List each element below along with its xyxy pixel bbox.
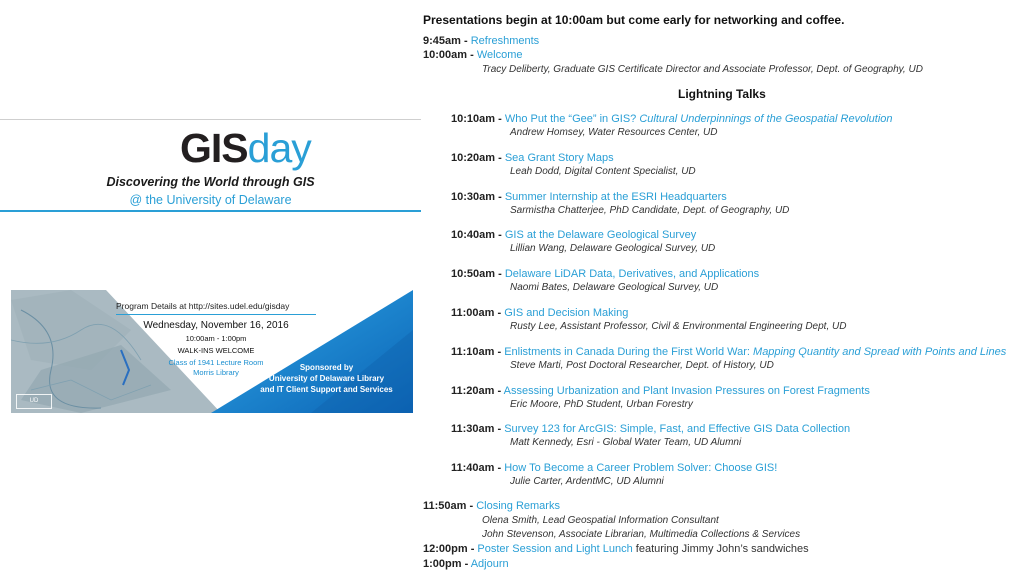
- talk-speaker: Naomi Bates, Delaware Geological Survey, UD: [510, 282, 719, 294]
- talk-time: 10:20am -: [451, 151, 502, 164]
- talk-title: [504, 462, 777, 474]
- talk-time: 11:20am -: [451, 384, 502, 397]
- talk-title-text: Summer Internship at the ESRI Headquarters: [504, 190, 727, 203]
- closing-speaker-2: John Stevenson, Associate Librarian, Multimedia Collections & Services: [482, 529, 801, 540]
- talk-speaker: Lillian Wang, Delaware Geological Survey, UD: [510, 243, 716, 255]
- talk-time: 11:30am -: [451, 423, 502, 436]
- event-library: Morris Library: [193, 368, 239, 377]
- talk-title: [504, 385, 870, 397]
- talk-speaker: Eric Moore, PhD Student, Urban Forestry: [510, 398, 693, 410]
- talk-title: [505, 152, 614, 164]
- item-title: Refreshments: [470, 35, 540, 47]
- sponsor-line-2: University of Delaware Library: [268, 374, 385, 383]
- item-title: Welcome: [476, 49, 523, 61]
- ud-logo: UD: [16, 394, 52, 409]
- talk-title-italic: Mapping Quantity and Spread with Points and Lines: [753, 345, 1007, 358]
- talk-title-line: [451, 268, 759, 281]
- sponsor-line-3: and IT Client Support and Services: [260, 385, 393, 394]
- talk-speaker: Rusty Lee, Assistant Professor, Civil & Environmental Engineering Dept, UD: [510, 321, 847, 332]
- item-time: 11:50am -: [423, 500, 474, 512]
- item-speaker: Tracy Deliberty, Graduate GIS Certificate Director and Associate Professor, Dept. of Geography, UD: [482, 64, 923, 75]
- schedule-item-welcome: [423, 49, 522, 62]
- talk-title-text: How To Become a Career Problem Solver: Choose GIS!: [504, 462, 778, 475]
- talk-title-text: Assessing Urbanization and Plant Invasion Pressures on Forest Fragments: [503, 384, 870, 397]
- talk-title-text: GIS and Decision Making: [504, 307, 629, 319]
- item-time: 1:00pm -: [423, 558, 469, 570]
- item-time: 10:00am -: [423, 49, 474, 61]
- schedule-header: Presentations begin at 10:00am but come early for networking and coffee.: [423, 13, 845, 27]
- talk-time: 10:50am -: [451, 268, 502, 281]
- event-date: Wednesday, November 16, 2016: [143, 320, 289, 331]
- talk-title-text: Delaware LiDAR Data, Derivatives, and Applications: [504, 268, 760, 281]
- item-title: Closing Remarks: [476, 500, 560, 512]
- lightning-talks-heading: Lightning Talks: [678, 87, 766, 101]
- talk-title-text: Enlistments in Canada During the First World War:: [504, 345, 754, 358]
- walkins-note: WALK-INS WELCOME: [177, 346, 255, 355]
- talk-title-line: [451, 423, 850, 436]
- closing-speaker-1: Olena Smith, Lead Geospatial Information Consultant: [482, 515, 719, 526]
- talk-title-text: Survey 123 for ArcGIS: Simple, Fast, and Effective GIS Data Collection: [504, 423, 851, 436]
- talk-title-italic: Cultural Underpinnings of the Geospatial Revolution: [639, 113, 893, 125]
- talk-title-line: [451, 113, 893, 126]
- talk-title-line: [451, 229, 696, 242]
- talk-time: 10:30am -: [451, 190, 502, 203]
- talk-speaker: Steve Marti, Post Doctoral Researcher, Dept. of History, UD: [510, 359, 774, 371]
- item-title: Poster Session and Light Lunch: [477, 543, 633, 555]
- talk-speaker: Leah Dodd, Digital Content Specialist, UD: [510, 165, 696, 177]
- item-time: 9:45am -: [423, 35, 468, 47]
- talk-title-text: Sea Grant Story Maps: [504, 151, 614, 164]
- item-suffix: featuring Jimmy John’s sandwiches: [632, 543, 809, 555]
- talk-title: [505, 113, 893, 125]
- talk-time: 10:40am -: [451, 229, 502, 242]
- schedule-item-poster: [423, 543, 809, 556]
- talk-title: [504, 307, 628, 319]
- talk-time: 10:10am -: [451, 113, 502, 125]
- talk-title-line: [451, 462, 777, 475]
- item-time: 12:00pm -: [423, 543, 475, 555]
- schedule-item-adjourn: [423, 558, 509, 571]
- talk-title-line: [451, 346, 1006, 359]
- talk-title-line: [451, 307, 628, 320]
- schedule-item-refreshments: [423, 35, 539, 48]
- talk-title-text: GIS at the Delaware Geological Survey: [504, 229, 697, 242]
- talk-speaker: Julie Carter, ArdentMC, UD Alumni: [510, 476, 664, 488]
- talk-title: [505, 191, 727, 203]
- talk-title: [504, 346, 1006, 358]
- talk-speaker: Matt Kennedy, Esri - Global Water Team, UD Alumni: [510, 437, 742, 449]
- event-time: 10:00am - 1:00pm: [185, 334, 247, 343]
- talk-title: [504, 423, 850, 435]
- talk-time: 11:00am -: [451, 307, 502, 319]
- talk-title-line: [451, 385, 870, 398]
- sponsor-line-1: Sponsored by: [299, 363, 354, 372]
- item-title: Adjourn: [470, 558, 509, 570]
- talk-title: [505, 268, 759, 280]
- talk-title-line: [451, 191, 727, 204]
- talk-title-text: Who Put the “Gee” in GIS?: [504, 113, 640, 125]
- talk-title-line: [451, 152, 614, 165]
- talk-time: 11:40am -: [451, 462, 502, 475]
- talk-speaker: Sarmistha Chatterjee, PhD Candidate, Dept. of Geography, UD: [510, 204, 790, 216]
- logo-gis: GIS: [180, 125, 248, 171]
- talk-time: 11:10am -: [451, 345, 502, 358]
- talk-speaker: Andrew Homsey, Water Resources Center, UD: [510, 127, 718, 138]
- program-details: Program Details at http://sites.udel.edu/gisday: [116, 301, 290, 311]
- schedule-item-closing: [423, 500, 560, 513]
- tagline: Discovering the World through GIS: [106, 175, 315, 189]
- logo-day: day: [247, 125, 311, 171]
- university-line: @ the University of Delaware: [129, 193, 292, 207]
- talk-title: [505, 229, 696, 241]
- event-room: Class of 1941 Lecture Room: [168, 358, 264, 367]
